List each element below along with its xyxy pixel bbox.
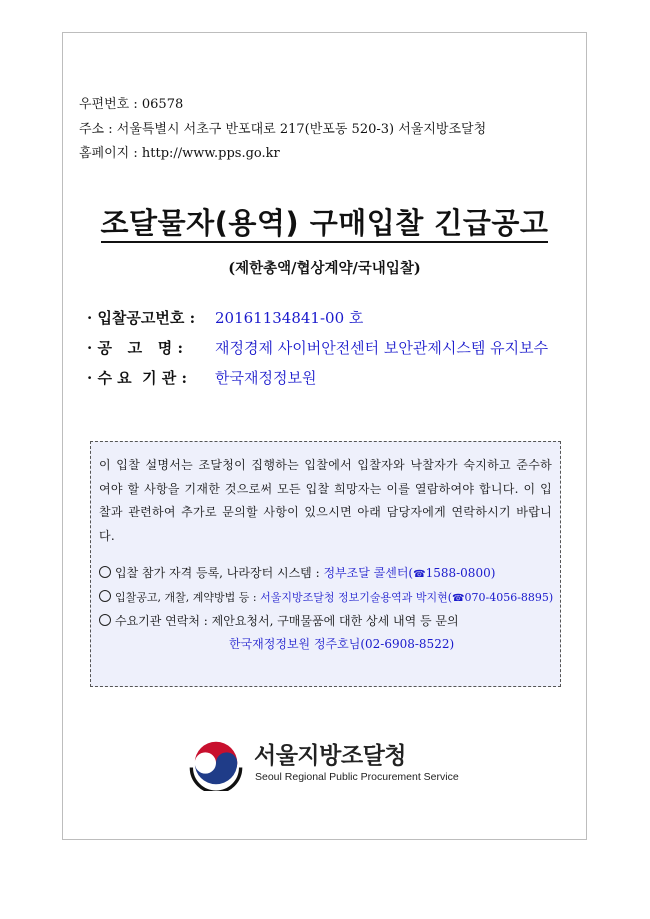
- notice-name-value: 재정경제 사이버안전센터 보안관제시스템 유지보수: [215, 339, 549, 357]
- agency-value: 한국재정정보원: [215, 369, 317, 387]
- contact-item: 수요기관 연락처 : 제안요청서, 구매물품에 대한 상세 내역 등 문의: [99, 610, 552, 633]
- notice-name-label: · 공 고 명 :: [87, 339, 184, 357]
- contact-item: 입찰 참가 자격 등록, 나라장터 시스템 : 정부조달 콜센터(☎1588-0800): [99, 562, 552, 586]
- circle-bullet-icon: [99, 566, 111, 578]
- phone-icon: ☎: [452, 593, 465, 604]
- notice-box: [90, 441, 561, 687]
- circle-bullet-icon: [99, 614, 111, 626]
- address-block: [79, 93, 486, 167]
- street-address: 주소 : 서울특별시 서초구 반포대로 217(반포동 520-3) 서울지방조달청: [79, 121, 487, 137]
- contact-list: [99, 562, 552, 656]
- circle-bullet-icon: [99, 590, 111, 602]
- bid-number-row: [87, 305, 577, 331]
- phone-icon: ☎: [413, 569, 426, 580]
- notice-name-row: [87, 335, 577, 361]
- taegeuk-emblem-icon: [188, 735, 244, 791]
- agency-label: · 수 요 기 관 :: [87, 369, 188, 387]
- homepage-link[interactable]: 홈페이지 : http://www.pps.go.kr: [79, 146, 280, 161]
- logo-korean-name: 서울지방조달청: [254, 743, 407, 769]
- postal-code: 우편번호 : 06578: [79, 97, 184, 112]
- bid-number-label: · 입찰공고번호 :: [87, 309, 196, 327]
- notice-paragraph: 이 입찰 설명서는 조달청이 집행하는 입찰에서 입찰자와 낙찰자가 숙지하고 준수하여야 할 사항을 기재한 것으로써 모든 입찰 희망자는 이를 열람하여야 합니다. 이 입찰과 관련하여 추가로 문의할 사항이 있으시면 아래 담당자에게 연락하시기 바랍니다.: [99, 458, 552, 543]
- bid-number-value: 20161134841-00 호: [215, 309, 364, 327]
- agency-contact-detail: 한국재정정보원 정주호님(02-6908-8522): [229, 637, 455, 651]
- bid-info: [87, 305, 577, 395]
- agency-logo: [188, 733, 488, 793]
- document-page: [62, 32, 587, 840]
- document-subtitle: (제한총액/협상계약/국내입찰): [228, 260, 421, 277]
- agency-row: [87, 365, 577, 391]
- contact-item: 입찰공고, 개찰, 계약방법 등 : 서울지방조달청 정보기술용역과 박지현(☎070-4056-8895): [99, 586, 552, 610]
- document-title: 조달물자(용역) 구매입찰 긴급공고: [63, 201, 586, 242]
- logo-english-name: Seoul Regional Public Procurement Service: [255, 771, 459, 783]
